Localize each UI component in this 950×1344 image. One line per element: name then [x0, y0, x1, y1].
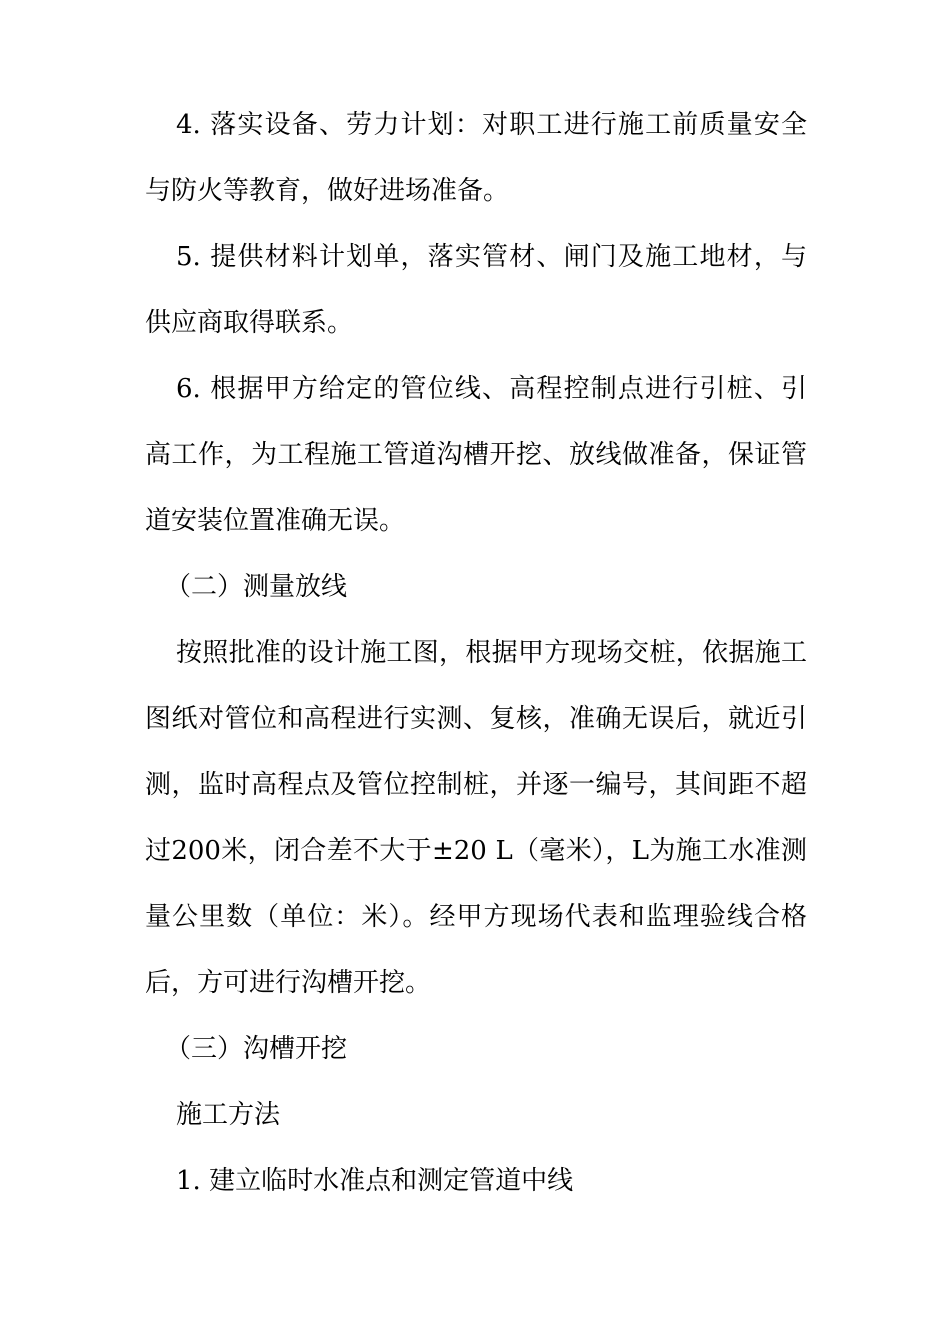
section-heading-survey: （二）测量放线: [165, 572, 348, 602]
document-body: [145, 92, 807, 1214]
paragraph-item-5: 5. 提供材料计划单，落实管材、闸门及施工地材，与供应商取得联系。: [145, 242, 807, 338]
paragraph-survey-body: 按照批准的设计施工图，根据甲方现场交桩，依据施工图纸对管位和高程进行实测、复核，准确无误后，就近引测，监时高程点及管位控制桩，并逐一编号，其间距不超过200米，闭合差不大于±20 L（毫米），L为施工水准测量公里数（单位：米）。经甲方现场代表和监理验线合格后，方可进行沟槽开挖。: [145, 638, 807, 998]
paragraph-item-4: 4. 落实设备、劳力计划：对职工进行施工前质量安全与防火等教育，做好进场准备。: [145, 110, 807, 206]
subheading-method: 施工方法: [176, 1100, 281, 1130]
section-heading-trench: （三）沟槽开挖: [165, 1034, 348, 1064]
paragraph-item-1: 1. 建立临时水准点和测定管道中线: [176, 1166, 574, 1196]
paragraph-item-6: 6. 根据甲方给定的管位线、高程控制点进行引桩、引高工作，为工程施工管道沟槽开挖、放线做准备，保证管道安装位置准确无误。: [145, 374, 807, 536]
